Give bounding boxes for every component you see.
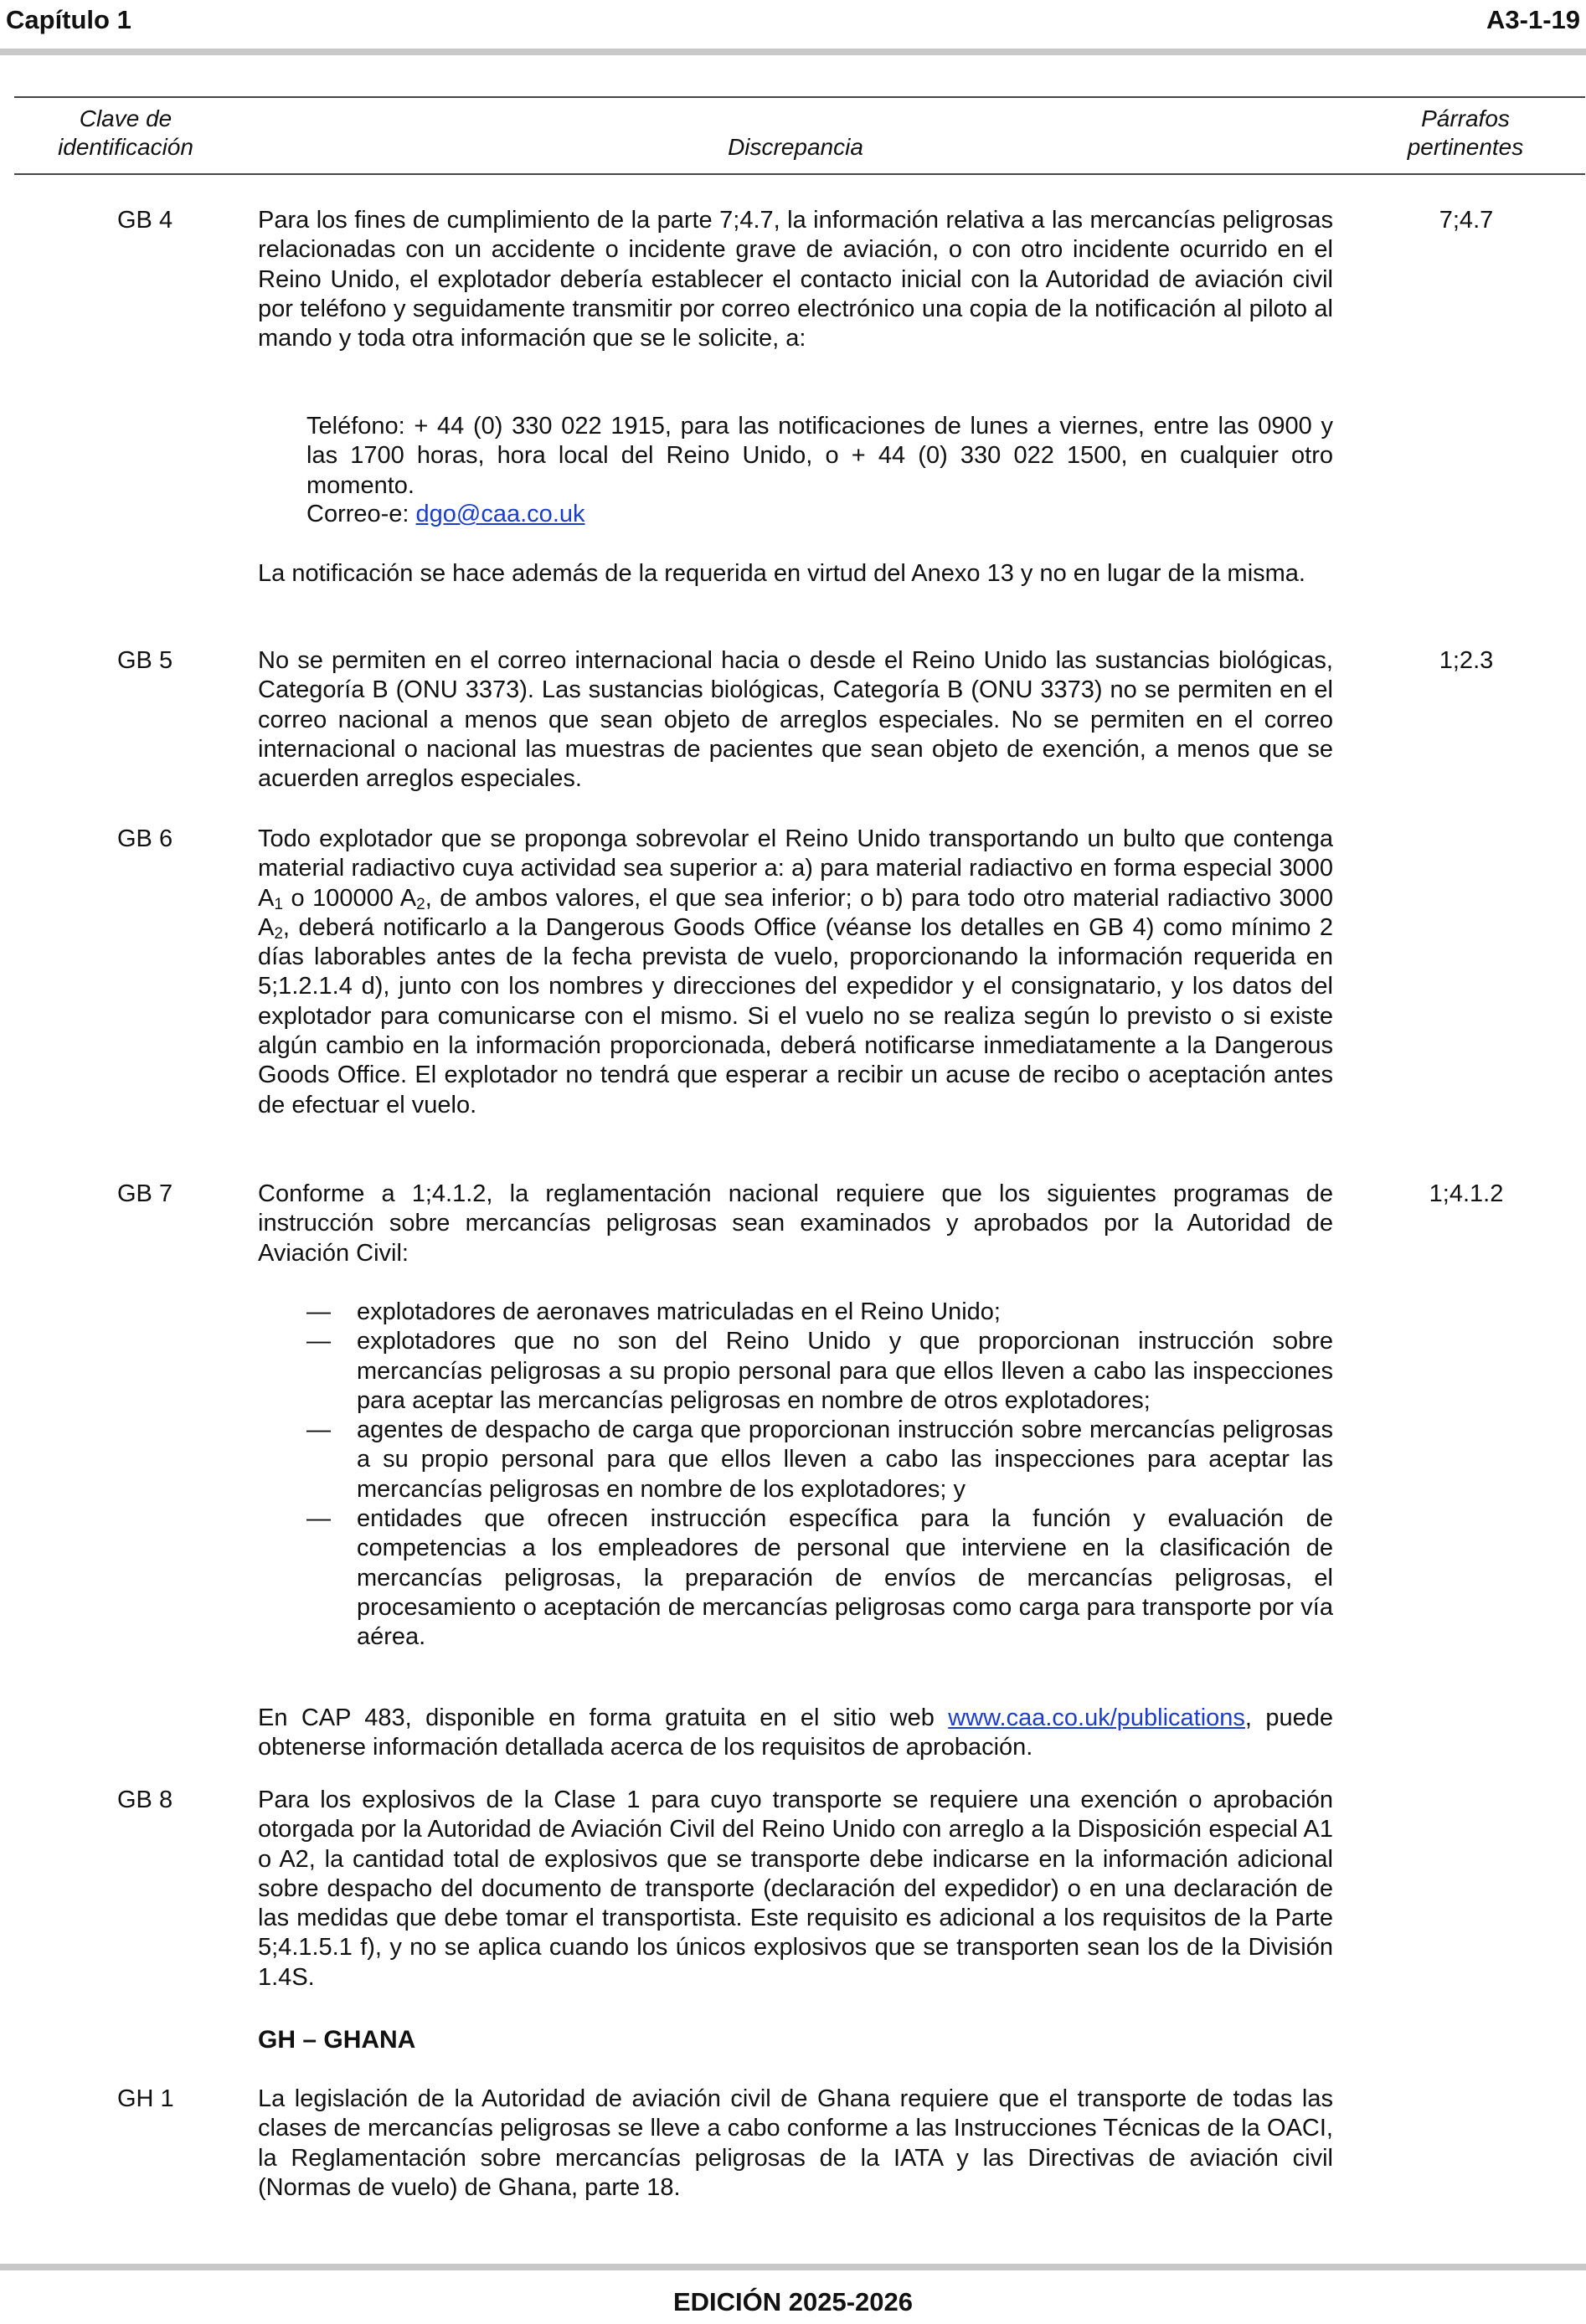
dash-bullet: — <box>306 1417 331 1444</box>
gb4-text: Para los fines de cumplimiento de la parte 7;4.7, la información relativa a las mercancías peligrosas relacionadas con un accidente o incidente grave de aviación, o con otro incidente ocurrido en el Reino Unido, el explotador debería establecer el contacto inicial con la Autoridad de aviación civil por teléfono y seguidamente transmitir por correo electrónico una copia de la notificación al piloto al mando y toda otra información que se le solicite, a: <box>258 207 1333 352</box>
column-header-key-line1: Clave de <box>79 105 173 131</box>
column-header-discrepancy: Discrepancia <box>728 134 863 160</box>
list-item-text: explotadores de aeronaves matriculadas en el Reino Unido; <box>357 1298 1001 1325</box>
gb4-email-line <box>306 500 1333 529</box>
entry-ref-gb4: 7;4.7 <box>1439 207 1494 234</box>
entry-key-gb7: GB 7 <box>117 1180 173 1207</box>
list-item-text: entidades que ofrecen instrucción específica para la función y evaluación de competencias a los empleadores de personal que interviene en la clasificación de mercancías peligrosas, la preparación de envíos de mercancías peligrosas, el procesamiento o aceptación de mercancías peligrosas como carga para transporte por vía aérea. <box>357 1505 1333 1651</box>
gb5-text: No se permiten en el correo internacional hacia o desde el Reino Unido las sustancias biológicas, Categoría B (ONU 3373). Las sustancias biológicas, Categoría B (ONU 3373) no se permiten en el correo nacional a menos que sean objeto de arreglos especiales. No se permiten en el correo internacional o nacional las muestras de pacientes que sean objeto de exención, a menos que se acuerden arreglos especiales. <box>258 647 1333 793</box>
gb7-program-list <box>306 1298 1333 1653</box>
gb6-text-part2: o 100000 A <box>282 884 417 912</box>
entry-ref-gb5: 1;2.3 <box>1439 647 1494 674</box>
gb4-phone-text: Teléfono: + 44 (0) 330 022 1915, para las notificaciones de lunes a viernes, entre las 0900 y las 1700 horas, hora local del Reino Unido, o + 44 (0) 330 022 1500, en cualquier otro momento. <box>306 413 1333 499</box>
table-top-rule <box>14 96 1585 98</box>
gb6-subscript-3: 2 <box>274 924 283 943</box>
column-header-key-line2: identificación <box>58 134 193 160</box>
list-item-text: explotadores que no son del Reino Unido y que proporcionan instrucción sobre mercancías peligrosas a su propio personal para que ellos lleven a cabo las inspecciones para aceptar las mercancías peligrosas en nombre de otros explotadores; <box>357 1328 1333 1414</box>
chapter-label: Capítulo 1 <box>6 5 131 34</box>
gb7-note <box>258 1704 1333 1763</box>
column-header-refs-line2: pertinentes <box>1407 134 1524 160</box>
gb4-note: La notificación se hace además de la requerida en virtud del Anexo 13 y no en lugar de la misma. <box>258 560 1305 587</box>
gb7-text: Conforme a 1;4.1.2, la reglamentación nacional requiere que los siguientes programas de instrucción sobre mercancías peligrosas sean examinados y aprobados por la Autoridad de Aviación Civil: <box>258 1180 1333 1267</box>
list-item <box>306 1504 1333 1652</box>
gb7-note-text-end: , puede obtenerse información detallada acerca de los requisitos de aprobación. <box>258 1704 1333 1761</box>
entry-key-gb4: GB 4 <box>117 207 173 234</box>
gb6-subscript-1: 1 <box>274 895 283 913</box>
caa-publications-link[interactable]: www.caa.co.uk/publications <box>948 1704 1245 1731</box>
column-header-refs <box>1382 105 1549 162</box>
dash-bullet: — <box>306 1505 331 1533</box>
list-item <box>306 1416 1333 1504</box>
gh1-text: La legislación de la Autoridad de aviación civil de Ghana requiere que el transporte de todas las clases de mercancías peligrosas se lleve a cabo conforme a las Instrucciones Técnicas de la OACI, la Reglamentación sobre mercancías peligrosas de la IATA y las Directivas de aviación civil (Normas de vuelo) de Ghana, parte 18. <box>258 2085 1333 2201</box>
gb7-note-text: En CAP 483, disponible en forma gratuita en el sitio web <box>258 1704 949 1731</box>
gb6-text <box>258 825 1333 1120</box>
list-item <box>306 1327 1333 1416</box>
column-header-refs-line1: Párrafos <box>1421 105 1510 131</box>
entry-key-gb8: GB 8 <box>117 1787 173 1813</box>
gb6-text-part3: , de ambos valores, el que sea inferior; o b) para todo otro material radiactivo 3000 A <box>258 884 1333 941</box>
entry-key-gh1: GH 1 <box>117 2085 174 2112</box>
gb6-subscript-2: 2 <box>416 895 425 913</box>
entry-key-gb5: GB 5 <box>117 647 173 674</box>
gb6-text-part1: Todo explotador que se proponga sobrevolar el Reino Unido transportando un bulto que contenga material radiactivo cuya actividad sea superior a: a) para material radiactivo en forma especial 3000 A <box>258 825 1333 912</box>
dash-bullet: — <box>306 1328 331 1355</box>
list-item-text: agentes de despacho de carga que proporcionan instrucción sobre mercancías peligrosas a su propio personal para que ellos lleven a cabo las inspecciones para aceptar las mercancías peligrosas en nombre de los explotadores; y <box>357 1417 1333 1503</box>
section-title-ghana: GH – GHANA <box>258 2026 416 2054</box>
entry-key-gb6: GB 6 <box>117 825 173 852</box>
edition-label: EDICIÓN 2025-2026 <box>672 2287 914 2316</box>
list-item <box>306 1298 1333 1327</box>
gb4-email-label: Correo-e: <box>306 501 416 527</box>
dash-bullet: — <box>306 1298 331 1325</box>
footer-divider <box>0 2264 1586 2270</box>
gb6-text-part4: , deberá notificarlo a la Dangerous Goods Office (véanse los detalles en GB 4) como mínimo 2 días laborables antes de la fecha prevista de vuelo, proporcionando la información requerida en 5;1.2.1.4 d), junto con los nombres y direcciones del expedidor y el consignatario, y los datos del explotador para comunicarse con el mismo. Si el vuelo no se realiza según lo previsto o si existe algún cambio en la información proporcionada, deberá notificarse inmediatamente a la Dangerous Goods Office. El explotador no tendrá que esperar a recibir un acuse de recibo o aceptación antes de efectuar el vuelo. <box>258 913 1333 1118</box>
entry-ref-gb7: 1;4.1.2 <box>1429 1180 1504 1207</box>
header-divider <box>0 49 1586 55</box>
table-header-rule <box>14 173 1585 175</box>
gb4-email-link[interactable]: dgo@caa.co.uk <box>415 501 585 527</box>
gb8-text: Para los explosivos de la Clase 1 para cuyo transporte se requiere una exención o aprobación otorgada por la Autoridad de Aviación Civil del Reino Unido con arreglo a la Disposición especial A1 o A2, la cantidad total de explosivos que se transporte debe indicarse en la información adicional sobre despacho del documento de transporte (declaración del expedidor) o en una declaración de las medidas que debe tomar el transportista. Este requisito es adicional a los requisitos de la Parte 5;4.1.5.1 f), y no se aplica cuando los únicos explosivos que se transporten sean los de la División 1.4S. <box>258 1787 1333 1991</box>
column-header-key <box>42 105 209 162</box>
page-number: A3-1-19 <box>1486 5 1580 34</box>
